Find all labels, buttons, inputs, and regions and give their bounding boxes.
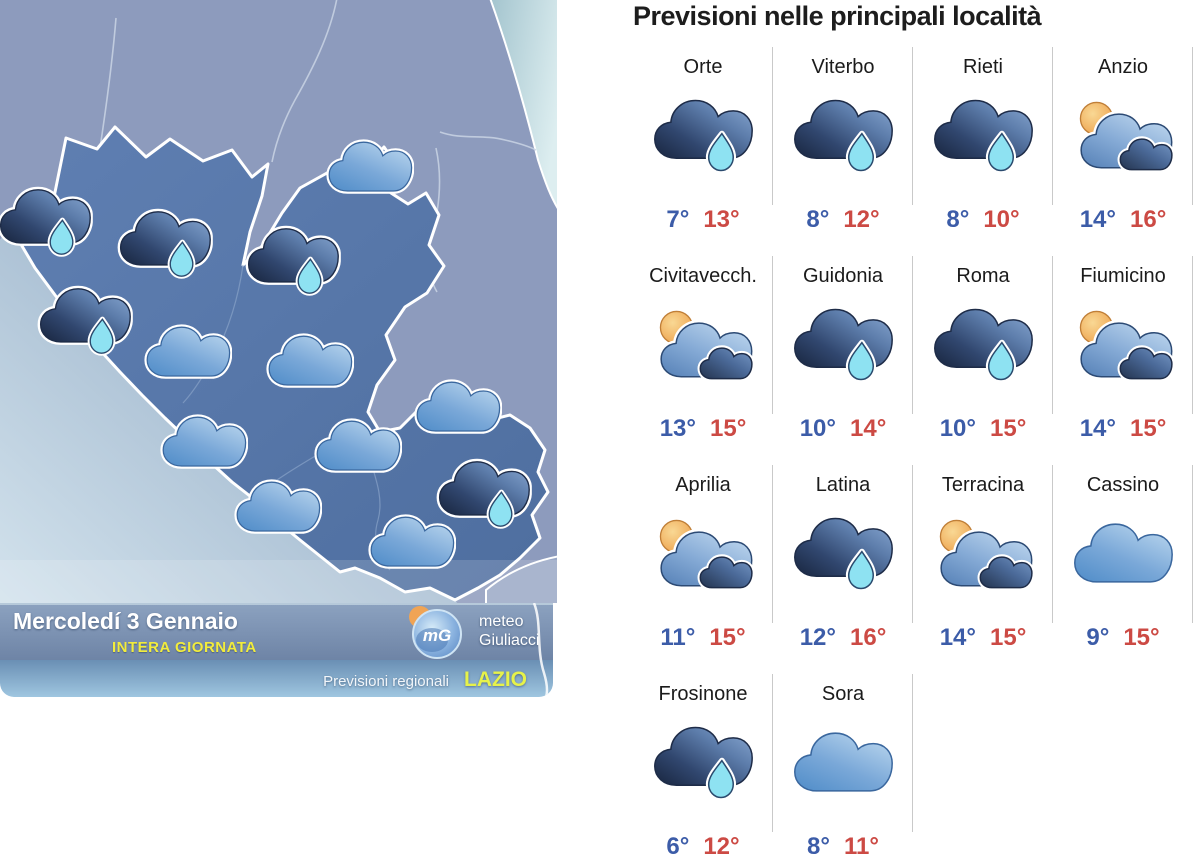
temp-max: 13°	[703, 206, 740, 233]
logo-monogram: mG	[422, 626, 452, 645]
city-forecast-cell	[1053, 463, 1193, 672]
cloud-icon	[368, 505, 456, 584]
temp-max: 15°	[710, 415, 747, 442]
temperature-row	[913, 415, 1053, 443]
temp-min: 14°	[939, 624, 976, 651]
city-name: Guidonia	[802, 265, 884, 287]
city-name: Roma	[956, 265, 1010, 287]
temp-max: 16°	[850, 624, 887, 651]
temperature-row	[1053, 206, 1193, 234]
period-label: INTERA GIORNATA	[112, 639, 257, 656]
cloud-icon	[791, 719, 895, 811]
temp-min: 8°	[806, 206, 830, 233]
temp-max: 11°	[843, 833, 879, 860]
rain-icon	[791, 92, 895, 184]
temperature-row	[633, 415, 773, 443]
city-forecast-cell	[913, 254, 1053, 463]
city-forecast-cell	[633, 254, 773, 463]
city-name: Terracina	[941, 474, 1025, 496]
temperature-row	[913, 624, 1053, 652]
cloud-icon	[326, 130, 414, 209]
rain-icon	[0, 182, 93, 267]
city-forecast-cell	[773, 463, 913, 672]
rain-icon	[117, 204, 213, 289]
cloud-icon	[314, 409, 402, 488]
city-forecast-cell	[633, 463, 773, 672]
rain-icon	[245, 221, 341, 306]
temperature-row	[1053, 415, 1193, 443]
rain-icon	[37, 281, 133, 366]
temp-max: 16°	[1130, 206, 1167, 233]
city-name: Sora	[821, 683, 865, 705]
city-forecast-cell	[773, 254, 913, 463]
forecast-grid	[633, 45, 1193, 864]
footer-label: Previsioni regionali	[323, 673, 449, 690]
temp-min: 14°	[1079, 415, 1116, 442]
meteogiuliacci-logo-icon	[406, 605, 468, 663]
temperature-row	[1053, 624, 1193, 652]
coastline-overlay	[528, 603, 550, 697]
city-name: Rieti	[962, 56, 1003, 78]
rain-icon	[791, 301, 895, 393]
city-forecast-cell	[633, 45, 773, 254]
temp-max: 10°	[983, 206, 1020, 233]
rain-icon	[931, 301, 1035, 393]
rain-icon	[791, 510, 895, 602]
city-name: Orte	[683, 56, 723, 78]
temp-min: 9°	[1086, 624, 1110, 651]
temp-max: 15°	[1123, 624, 1160, 651]
temp-min: 8°	[946, 206, 970, 233]
city-forecast-cell	[913, 463, 1053, 672]
temperature-row	[913, 206, 1053, 234]
city-forecast-cell	[773, 45, 913, 254]
temp-max: 15°	[990, 415, 1027, 442]
temp-max: 15°	[990, 624, 1027, 651]
temperature-row	[773, 206, 913, 234]
city-forecast-cell	[913, 45, 1053, 254]
temp-min: 12°	[799, 624, 836, 651]
map-icon-layer	[0, 0, 557, 603]
temp-max: 15°	[709, 624, 746, 651]
brand-line2: Giuliacci	[479, 632, 540, 649]
page-title: Previsioni nelle principali località	[633, 1, 1042, 31]
cloud-icon	[1071, 510, 1175, 602]
map-footer-bar	[0, 603, 553, 697]
sun-cloud-icon	[651, 301, 755, 393]
sun-cloud-icon	[1071, 301, 1175, 393]
date-label: Mercoledí 3 Gennaio	[13, 608, 238, 634]
city-forecast-cell	[1053, 45, 1193, 254]
temp-min: 6°	[666, 833, 690, 860]
city-forecast-cell	[633, 672, 773, 864]
temp-max: 12°	[703, 833, 740, 860]
brand-line1: meteo	[479, 613, 524, 630]
cloud-icon	[144, 315, 232, 394]
temp-min: 10°	[799, 415, 836, 442]
city-name: Civitavecch.	[649, 265, 757, 287]
city-name: Cassino	[1086, 474, 1160, 496]
temp-min: 7°	[666, 206, 690, 233]
rain-icon	[651, 719, 755, 811]
temp-min: 8°	[807, 833, 830, 860]
city-name: Fiumicino	[1080, 265, 1166, 287]
city-name: Frosinone	[658, 683, 748, 705]
city-forecast-cell	[773, 672, 913, 864]
temperature-row	[633, 833, 773, 861]
temp-min: 11°	[660, 624, 696, 651]
rain-icon	[651, 92, 755, 184]
region-name: LAZIO	[464, 668, 527, 691]
city-name: Anzio	[1097, 56, 1149, 78]
sun-cloud-icon	[931, 510, 1035, 602]
temperature-row	[633, 206, 773, 234]
temperature-row	[773, 624, 913, 652]
region-map	[0, 0, 557, 603]
sun-cloud-icon	[651, 510, 755, 602]
temperature-row	[773, 415, 913, 443]
temperature-row	[773, 833, 913, 861]
temp-max: 12°	[843, 206, 880, 233]
city-name: Latina	[815, 474, 871, 496]
cloud-icon	[234, 470, 322, 549]
city-forecast-cell	[1053, 254, 1193, 463]
temperature-row	[633, 624, 773, 652]
city-name: Viterbo	[811, 56, 875, 78]
rain-icon	[931, 92, 1035, 184]
sun-cloud-icon	[1071, 92, 1175, 184]
cloud-icon	[266, 324, 354, 403]
temp-min: 14°	[1079, 206, 1116, 233]
temp-max: 15°	[1130, 415, 1167, 442]
cloud-icon	[414, 370, 502, 449]
city-name: Aprilia	[675, 474, 731, 496]
temp-max: 14°	[850, 415, 887, 442]
temp-min: 10°	[939, 415, 976, 442]
temp-min: 13°	[659, 415, 696, 442]
